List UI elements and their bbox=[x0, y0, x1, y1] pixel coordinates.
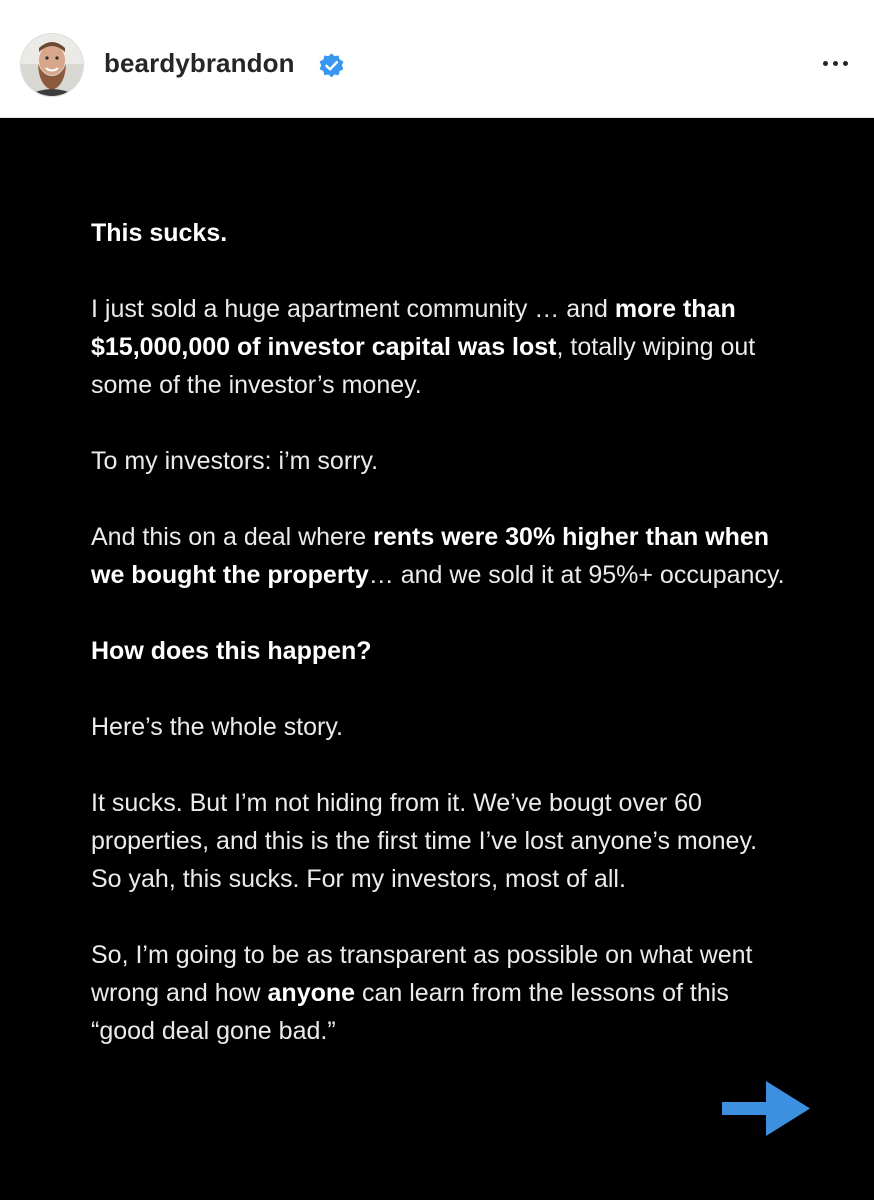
paragraph-5 bbox=[91, 632, 791, 670]
bold-text: anyone bbox=[267, 979, 356, 1007]
paragraph-2 bbox=[91, 290, 791, 404]
text-span: … and we sold it at 95%+ occupancy. bbox=[368, 561, 785, 589]
bold-text: more than $15,000,000 of investor capital was lost bbox=[91, 295, 736, 361]
post-header bbox=[0, 0, 874, 118]
verified-badge-icon bbox=[318, 52, 345, 79]
avatar[interactable] bbox=[21, 34, 83, 96]
more-options-icon[interactable] bbox=[823, 61, 848, 66]
paragraph-4 bbox=[91, 518, 791, 594]
more-dot bbox=[833, 61, 838, 66]
avatar-image bbox=[21, 34, 83, 96]
post-text bbox=[91, 214, 791, 1088]
bold-text: rents were 30% higher than when we bought the property bbox=[91, 523, 770, 589]
paragraph-1 bbox=[91, 214, 791, 252]
text-span: , totally wiping out some of the investor’s money. bbox=[91, 333, 756, 399]
more-dot bbox=[823, 61, 828, 66]
more-dot bbox=[843, 61, 848, 66]
paragraph-6: Here’s the whole story. bbox=[91, 713, 343, 741]
text-span: can learn from the lessons of this “good deal gone bad.” bbox=[91, 979, 729, 1045]
bold-text: How does this happen? bbox=[91, 637, 372, 665]
post-image bbox=[0, 118, 874, 1200]
paragraph-7: It sucks. But I’m not hiding from it. We’ve bougt over 60 properties, and this is the first time I’ve lost anyone’s money. So yah, this sucks. For my investors, most of all. bbox=[91, 789, 758, 893]
paragraph-8 bbox=[91, 936, 791, 1050]
text-span: And this on a deal where bbox=[91, 523, 374, 551]
username[interactable]: beardybrandon bbox=[104, 48, 295, 78]
bold-text: This sucks. bbox=[91, 219, 228, 247]
text-span: I just sold a huge apartment community … and bbox=[91, 295, 615, 323]
text-span: So, I’m going to be as transparent as possible on what went wrong and how bbox=[91, 941, 753, 1007]
arrow-right-icon[interactable] bbox=[722, 1078, 812, 1140]
paragraph-3: To my investors: i’m sorry. bbox=[91, 447, 379, 475]
